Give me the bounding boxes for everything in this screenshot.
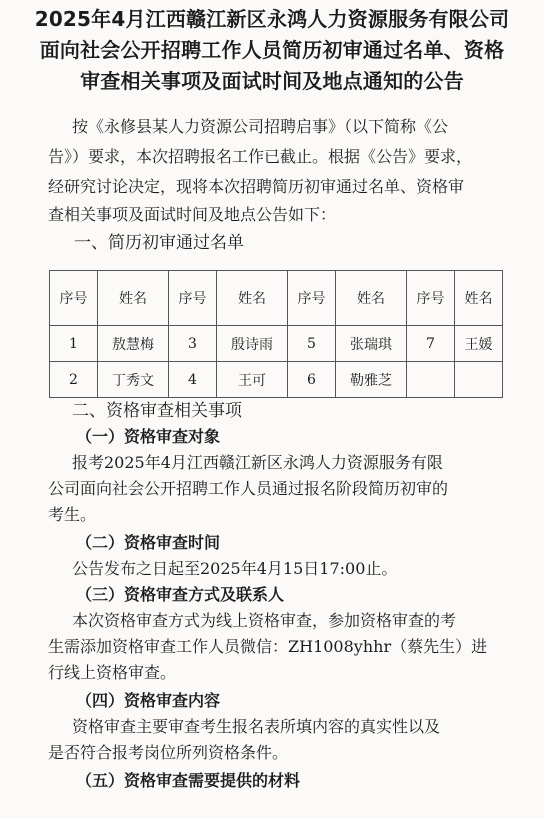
target-line-2: 公司面向社会公开招聘工作人员通过报名阶段简历初审的 [48,479,449,498]
table-header: 序号 [50,271,98,326]
table-header: 序号 [407,271,455,326]
table-cell: 丁秀文 [97,362,168,398]
table-cell [454,362,502,398]
table-cell: 2 [50,362,98,398]
table-header: 姓名 [97,271,168,326]
subsection-heading-time: （二）资格审查时间 [76,533,221,552]
table-header: 序号 [169,271,217,326]
table-cell [407,362,455,398]
table-header: 姓名 [216,271,287,326]
roster-table [49,270,503,398]
target-line-1: 报考2025年4月江西赣江新区永鸿人力资源服务有限 [72,453,443,472]
table-header: 姓名 [454,271,502,326]
table-row [50,362,503,398]
target-line-3: 考生。 [48,505,97,524]
intro-line-2: 告》）要求，本次招聘报名工作已截止。根据《公告》要求， [48,147,473,166]
table-header: 姓名 [335,271,406,326]
content-line-2: 是否符合报考岗位所列资格条件。 [48,743,289,762]
title-line-1: 2025年4月江西赣江新区永鸿人力资源服务有限公司 [34,7,510,31]
title-line-2: 面向社会公开招聘工作人员简历初审通过名单、资格 [39,38,505,62]
announcement-title [10,4,534,97]
table-cell: 王可 [216,362,287,398]
table-cell: 勒雅芝 [335,362,406,398]
table-cell: 7 [407,326,455,362]
table-header-row [50,271,503,326]
intro-line-3: 经研究讨论决定，现将本次招聘简历初审通过名单、资格审 [48,177,465,196]
intro-line-1: 按《永修县某人力资源公司招聘启事》（以下简称《公 [72,117,449,136]
method-line-2: 生需添加资格审查工作人员微信：ZH1008yhhr（蔡先生）进 [48,637,488,656]
subsection-heading-target: （一）资格审查对象 [76,427,221,446]
table-cell: 王媛 [454,326,502,362]
table-cell: 敖慧梅 [97,326,168,362]
subsection-heading-materials: （五）资格审查需要提供的材料 [76,771,301,790]
subsection-heading-content: （四）资格审查内容 [76,691,221,710]
table-cell: 6 [288,362,336,398]
intro-line-4: 查相关事项及面试时间及地点公告如下： [48,205,337,224]
method-line-1: 本次资格审查方式为线上资格审查，参加资格审查的考 [72,611,457,630]
time-line-1: 公告发布之日起至2025年4月15日17:00止。 [72,559,398,578]
section-heading-qualification: 二、资格审查相关事项 [72,401,242,421]
table-cell: 3 [169,326,217,362]
table-cell: 殷诗雨 [216,326,287,362]
table-cell: 张瑞琪 [335,326,406,362]
title-line-3: 审查相关事项及面试时间及地点通知的公告 [80,69,464,93]
table-cell: 4 [169,362,217,398]
section-heading-roster: 一、简历初审通过名单 [74,233,244,253]
table-cell: 1 [50,326,98,362]
table-row [50,326,503,362]
content-line-1: 资格审查主要审查考生报名表所填内容的真实性以及 [72,717,441,736]
method-line-3: 行线上资格审查。 [48,663,177,682]
table-cell: 5 [288,326,336,362]
subsection-heading-method: （三）资格审查方式及联系人 [76,585,285,604]
table-header: 序号 [288,271,336,326]
